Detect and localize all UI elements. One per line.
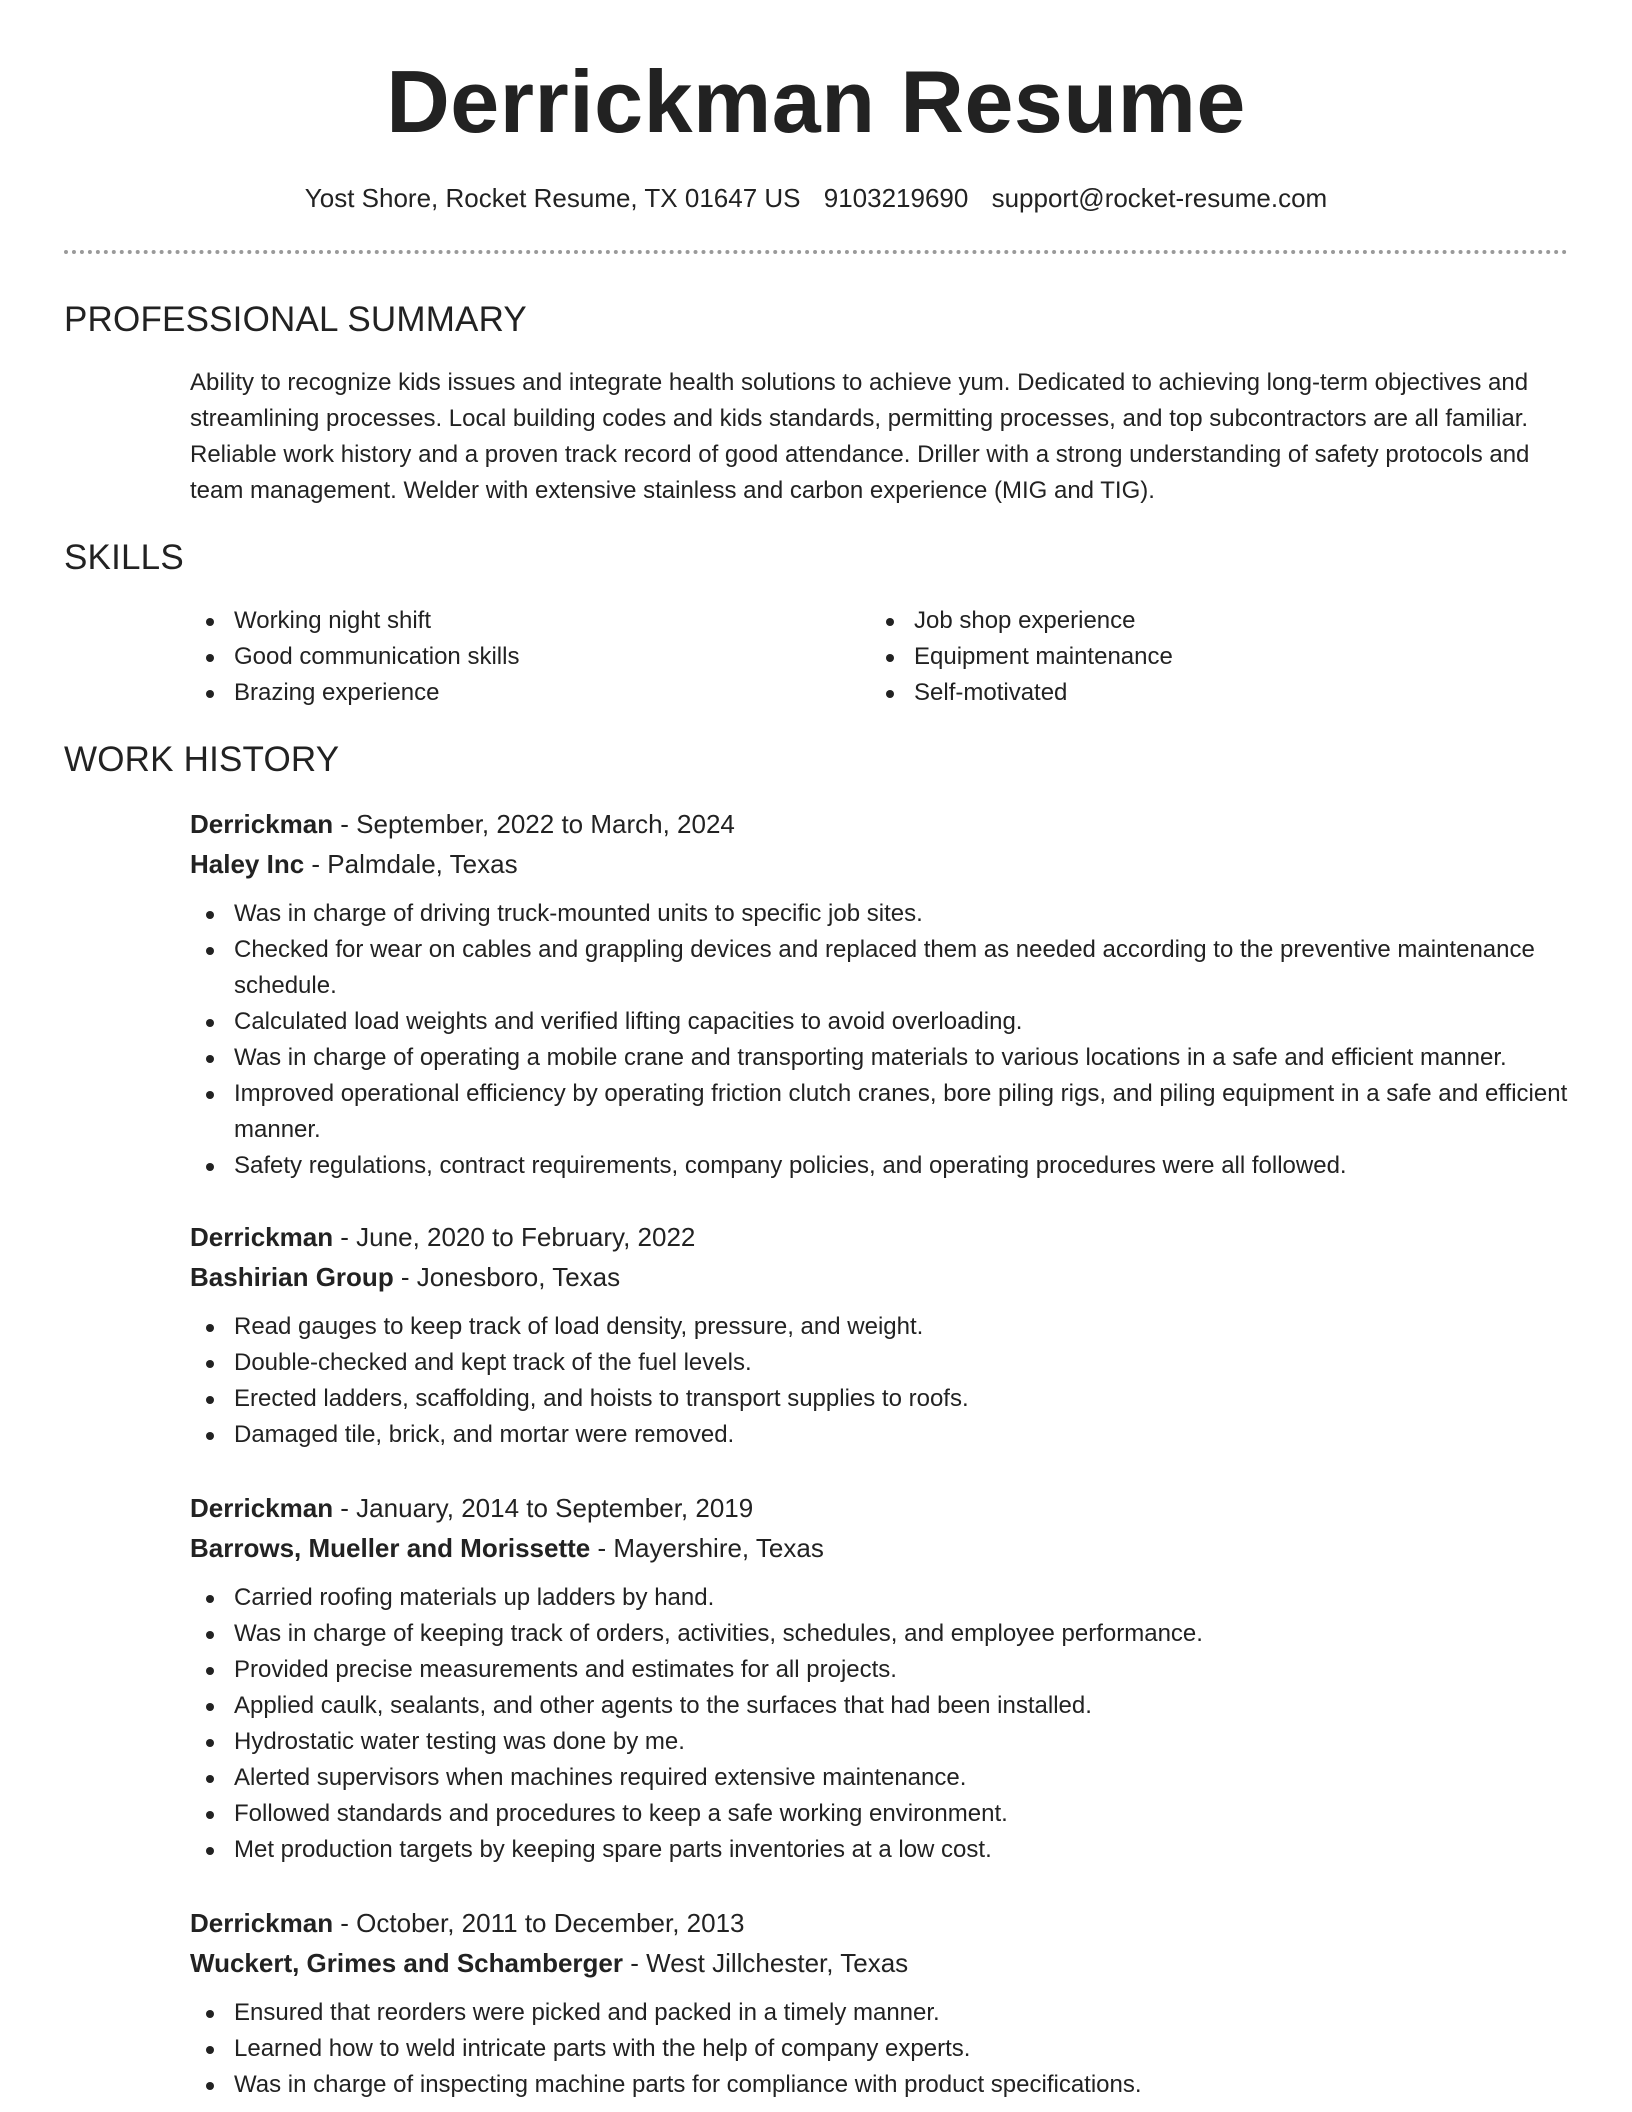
job-duty: Double-checked and kept track of the fuel levels. xyxy=(190,1345,1570,1381)
job-duty: Read gauges to keep track of load density, pressure, and weight. xyxy=(190,1309,1570,1345)
section-title-summary: PROFESSIONAL SUMMARY xyxy=(64,300,527,339)
contact-address: Yost Shore, Rocket Resume, TX 01647 US xyxy=(304,183,801,213)
job-duty: Ensured that reorders were picked and packed in a timely manner. xyxy=(190,1995,1570,2031)
job-dates: - October, 2011 to December, 2013 xyxy=(333,1908,745,1938)
skill-item: Equipment maintenance xyxy=(870,639,1550,675)
job-title: Derrickman xyxy=(190,1908,334,1938)
job-duty: Learned how to weld intricate parts with the help of company experts. xyxy=(190,2031,1570,2067)
job-duty: Was in charge of driving truck-mounted units to specific job sites. xyxy=(190,896,1570,932)
job-company-line xyxy=(190,1257,1570,1297)
job-dates: - June, 2020 to February, 2022 xyxy=(333,1222,696,1252)
job-duty: Safety regulations, contract requirements, company policies, and operating procedures were all followed. xyxy=(190,1148,1570,1184)
skills-grid xyxy=(190,603,1570,711)
skills-column-left xyxy=(190,603,870,711)
job-title-line xyxy=(190,1903,1570,1943)
job-duty: Was in charge of inspecting machine parts for compliance with product specifications. xyxy=(190,2067,1570,2103)
job-company: Haley Inc xyxy=(190,849,305,879)
job-title: Derrickman xyxy=(190,1493,334,1523)
job-dates: - January, 2014 to September, 2019 xyxy=(333,1493,754,1523)
job-duty: Carried roofing materials up ladders by hand. xyxy=(190,1580,1570,1616)
header-divider xyxy=(64,250,1568,254)
job-company-line xyxy=(190,1528,1570,1568)
job-company-line xyxy=(190,1943,1570,1983)
job-entry xyxy=(190,1217,1570,1453)
contact-line xyxy=(0,180,1632,216)
job-duty: Was in charge of keeping track of orders, activities, schedules, and employee performance. xyxy=(190,1616,1570,1652)
job-entry xyxy=(190,1488,1570,1868)
job-duty: Alerted supervisors when machines required extensive maintenance. xyxy=(190,1760,1570,1796)
job-duty: Applied caulk, sealants, and other agents to the surfaces that had been installed. xyxy=(190,1688,1570,1724)
job-location: - West Jillchester, Texas xyxy=(623,1948,909,1978)
job-title-line xyxy=(190,1488,1570,1528)
contact-phone: 9103219690 xyxy=(823,183,969,213)
job-title: Derrickman xyxy=(190,809,334,839)
summary-text: Ability to recognize kids issues and integrate health solutions to achieve yum. Dedicated to achieving long-term objectives and streamlining processes. Local building codes and kids standards, permitting processes, and top subcontractors are all familiar. Reliable work history and a proven track record of good attendance. Driller with a strong understanding of safety protocols and team management. Welder with extensive stainless and carbon experience (MIG and TIG). xyxy=(190,369,1530,504)
job-entry xyxy=(190,804,1570,1184)
skill-item: Brazing experience xyxy=(190,675,870,711)
job-duty: Met production targets by keeping spare parts inventories at a low cost. xyxy=(190,1832,1570,1868)
job-duties xyxy=(190,896,1570,1184)
job-duty: Was in charge of operating a mobile crane and transporting materials to various locations in a safe and efficient manner. xyxy=(190,1040,1570,1076)
job-title-line xyxy=(190,804,1570,844)
job-title: Derrickman xyxy=(190,1222,334,1252)
job-company: Barrows, Mueller and Morissette xyxy=(190,1533,591,1563)
job-title-line xyxy=(190,1217,1570,1257)
job-duty: Provided precise measurements and estimates for all projects. xyxy=(190,1652,1570,1688)
job-duty: Followed standards and procedures to keep a safe working environment. xyxy=(190,1796,1570,1832)
job-duties xyxy=(190,1309,1570,1453)
job-duties xyxy=(190,1580,1570,1868)
job-duty: Erected ladders, scaffolding, and hoists to transport supplies to roofs. xyxy=(190,1381,1570,1417)
job-company-line xyxy=(190,844,1570,884)
section-title-work-history: WORK HISTORY xyxy=(64,740,340,779)
skill-item: Working night shift xyxy=(190,603,870,639)
job-duties xyxy=(190,1995,1570,2103)
job-duty: Checked for wear on cables and grappling devices and replaced them as needed according to the preventive maintenance schedule. xyxy=(190,932,1570,1004)
job-location: - Palmdale, Texas xyxy=(304,849,518,879)
job-duty: Damaged tile, brick, and mortar were removed. xyxy=(190,1417,1570,1453)
job-location: - Mayershire, Texas xyxy=(590,1533,824,1563)
job-dates: - September, 2022 to March, 2024 xyxy=(333,809,735,839)
job-location: - Jonesboro, Texas xyxy=(393,1262,621,1292)
skill-item: Good communication skills xyxy=(190,639,870,675)
resume-name: Derrickman Resume xyxy=(386,52,1246,151)
section-title-skills: SKILLS xyxy=(64,538,184,577)
contact-email: support@rocket-resume.com xyxy=(991,183,1328,213)
skill-item: Job shop experience xyxy=(870,603,1550,639)
job-duty: Improved operational efficiency by operating friction clutch cranes, bore piling rigs, and piling equipment in a safe and efficient manner. xyxy=(190,1076,1570,1148)
job-duty: Hydrostatic water testing was done by me. xyxy=(190,1724,1570,1760)
job-company: Bashirian Group xyxy=(190,1262,394,1292)
job-duty: Calculated load weights and verified lifting capacities to avoid overloading. xyxy=(190,1004,1570,1040)
skills-column-right xyxy=(870,603,1550,711)
job-company: Wuckert, Grimes and Schamberger xyxy=(190,1948,624,1978)
skill-item: Self-motivated xyxy=(870,675,1550,711)
job-entry xyxy=(190,1903,1570,2103)
